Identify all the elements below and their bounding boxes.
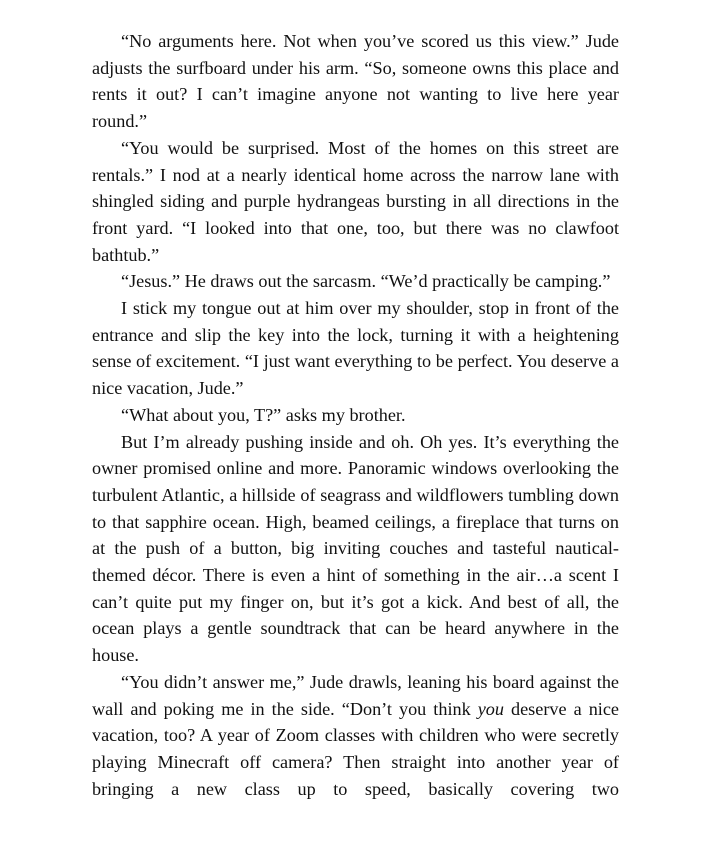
emphasis-you: you <box>477 698 504 719</box>
paragraph-5: “What about you, T?” asks my brother. <box>121 404 406 425</box>
paragraph-1: “No arguments here. Not when you’ve scored us this view.” Jude adjusts the surfboard under his arm. “So, someone owns this place and rents it out? I can’t imagine anyone not wanting to live here year round.” <box>92 31 619 132</box>
paragraph-4: I stick my tongue out at him over my shoulder, stop in front of the entrance and slip the key into the lock, turning it with a heightening sense of excitement. “I just want everything to be perfect. You deserve a nice vacation, Jude.” <box>92 298 619 399</box>
paragraph-7-text-end: deserve a nice vacation, too? A year of Zoom classes with children who were secretly playing Minecraft off camera? Then straight into another year of bringing a new class up to speed, basically covering two <box>92 698 619 799</box>
paragraph-7-text-start: “You didn’t answer me,” Jude drawls, leaning his board against the wall and poking me in the side. “Don’t you think <box>92 671 619 719</box>
paragraph-6: But I’m already pushing inside and oh. Oh yes. It’s everything the owner promised online and more. Panoramic windows overlooking the turbulent Atlantic, a hillside of seagrass and wildflowers tumbling down to that sapphire ocean. High, beamed ceilings, a fireplace that turns on at the push of a button, big inviting couches and tasteful nautical-themed décor. There is even a hint of something in the air…a scent I can’t quite put my finger on, but it’s got a kick. And best of all, the ocean plays a gentle soundtrack that can be heard anywhere in the house. <box>92 431 619 666</box>
paragraph-3: “Jesus.” He draws out the sarcasm. “We’d practically be camping.” <box>121 271 611 292</box>
book-page <box>92 28 619 802</box>
paragraph-7 <box>92 669 619 803</box>
paragraph-2: “You would be surprised. Most of the homes on this street are rentals.” I nod at a nearly identical home across the narrow lane with shingled siding and purple hydrangeas bursting in all directions in the front yard. “I looked into that one, too, but there was no clawfoot bathtub.” <box>92 137 619 265</box>
